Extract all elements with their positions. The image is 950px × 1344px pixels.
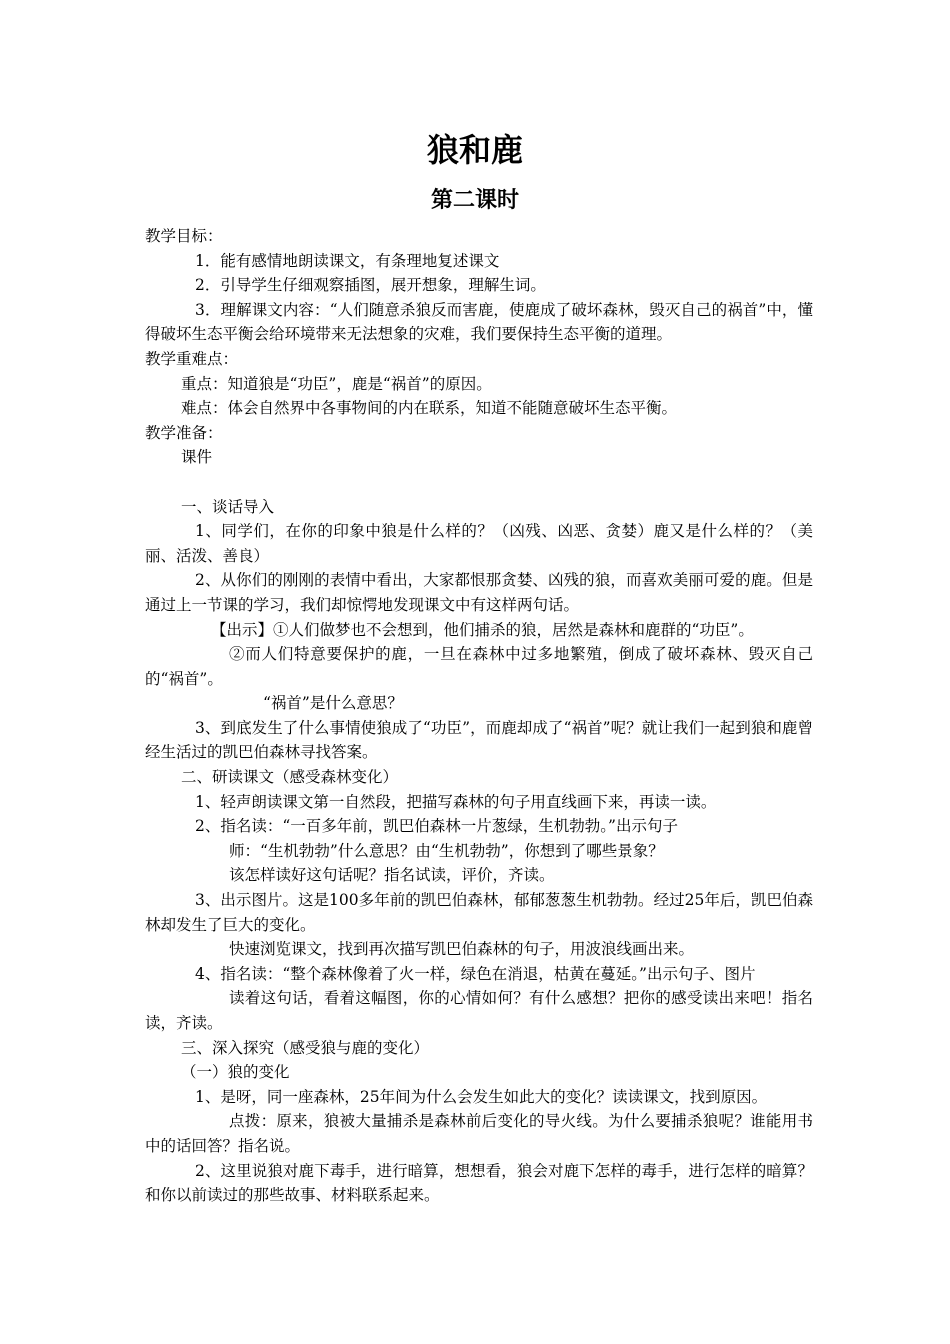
preparation-heading: 教学准备： [145, 423, 223, 442]
section2-paragraph: 1、轻声朗读课文第一自然段，把描写森林的句子用直线画下来，再读一读。 [195, 792, 717, 811]
document-body [145, 224, 813, 1208]
section1-paragraph: 1、同学们，在你的印象中狼是什么样的？（凶残、凶恶、贪婪）鹿又是什么样的？（美丽、活泼、善良） [145, 522, 813, 565]
section2-subparagraph: 读着这句话，看着这幅图，你的心情如何？有什么感想？把你的感受读出来吧！指名读，齐读。 [145, 989, 813, 1032]
blank-line [145, 470, 813, 495]
page-subtitle: 第二课时 [430, 188, 519, 213]
section2-heading: 二、研读课文（感受森林变化） [181, 768, 399, 787]
page-title: 狼和鹿 [426, 131, 523, 169]
section3-subheading: （一）狼的变化 [181, 1063, 290, 1082]
section2-paragraph: 4、指名读：“整个森林像着了火一样，绿色在消退，枯黄在蔓延。”出示句子、图片 [195, 964, 756, 983]
section1-show-sentence-1: 【出示】①人们做梦也不会想到，他们捕杀的狼，居然是森林和鹿群的“功臣”。 [211, 620, 754, 639]
key-point-difficulty: 难点：体会自然界中各事物间的内在联系，知道不能随意破坏生态平衡。 [181, 399, 678, 418]
objective-item: 1．能有感情地朗读课文，有条理地复述课文 [195, 251, 500, 270]
section3-paragraph: 2、这里说狼对鹿下毒手，进行暗算，想想看，狼会对鹿下怎样的毒手，进行怎样的暗算？和你以前读过的那些故事、材料联系起来。 [145, 1161, 813, 1205]
section2-paragraph: 2、指名读：“一百多年前，凯巴伯森林一片葱绿，生机勃勃。”出示句子 [195, 817, 678, 836]
section1-heading: 一、谈话导入 [181, 497, 275, 516]
section1-show-sentence-2: ②而人们特意要保护的鹿，一旦在森林中过多地繁殖，倒成了破坏森林、毁灭自己的“祸首”。 [145, 645, 813, 688]
section3-paragraph: 1、是呀，同一座森林，25年间为什么会发生如此大的变化？读读课文，找到原因。 [195, 1087, 768, 1106]
section1-paragraph: 2、从你们的刚刚的表情中看出，大家都恨那贪婪、凶残的狼，而喜欢美丽可爱的鹿。但是通过上一节课的学习，我们却惊愕地发现课文中有这样两句话。 [145, 571, 813, 614]
section2-paragraph: 3、出示图片。这是100多年前的凯巴伯森林，郁郁葱葱生机勃勃。经过25年后，凯巴伯森林却发生了巨大的变化。 [145, 891, 813, 934]
objectives-heading: 教学目标： [145, 227, 223, 245]
section2-subparagraph: 快速浏览课文，找到再次描写凯巴伯森林的句子，用波浪线画出来。 [229, 940, 695, 959]
section3-subparagraph: 点拨：原来，狼被大量捕杀是森林前后变化的导火线。为什么要捕杀狼呢？谁能用书中的话回答？指名说。 [145, 1112, 813, 1155]
key-points-heading: 教学重难点： [145, 349, 239, 368]
section2-subparagraph: 该怎样读好这句话呢？指名试读，评价，齐读。 [229, 866, 555, 885]
section3-heading: 三、深入探究（感受狼与鹿的变化） [181, 1038, 430, 1057]
section1-paragraph: 3、到底发生了什么事情使狼成了“功臣”，而鹿却成了“祸首”呢？就让我们一起到狼和鹿曾经生活过的凯巴伯森林寻找答案。 [145, 718, 813, 762]
section1-question: “祸首”是什么意思？ [263, 694, 403, 713]
objective-item: 2．引导学生仔细观察插图，展开想象，理解生词。 [195, 276, 546, 295]
key-point-focus: 重点：知道狼是“功臣”，鹿是“祸首”的原因。 [181, 374, 492, 393]
section2-subparagraph: 师：“生机勃勃”什么意思？由“生机勃勃”，你想到了哪些景象？ [229, 841, 664, 860]
preparation-item: 课件 [181, 448, 213, 467]
objective-item: 3．理解课文内容：“人们随意杀狼反而害鹿，使鹿成了破坏森林，毁灭自己的祸首”中，懂得破坏生态平衡会给环境带来无法想象的灾难，我们要保持生态平衡的道理。 [145, 300, 813, 344]
